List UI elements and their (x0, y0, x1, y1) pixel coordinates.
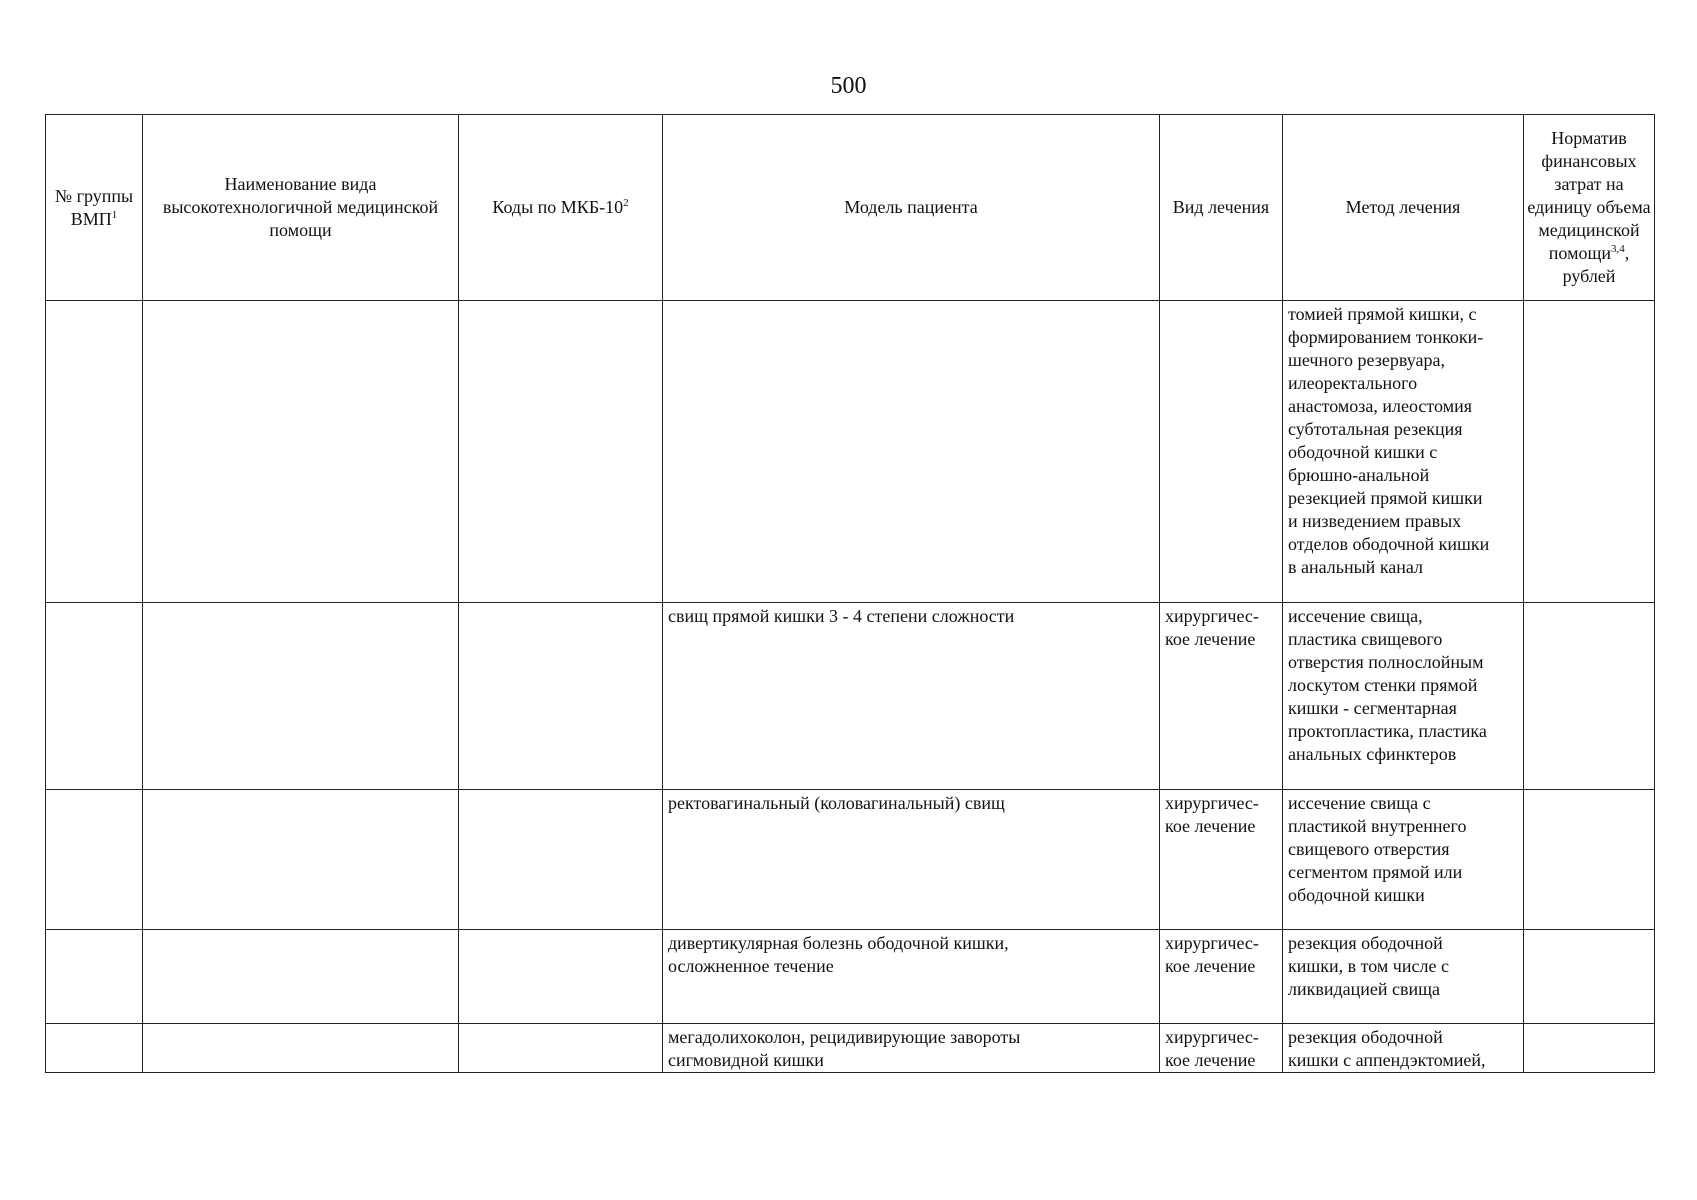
cell-model: свищ прямой кишки 3 - 4 степени сложности (663, 603, 1160, 790)
cell-codes (459, 1024, 663, 1073)
cell-model: ректовагинальный (коловагинальный) свищ (663, 790, 1160, 930)
cell-name (143, 790, 459, 930)
page-number: 500 (830, 73, 867, 99)
table-row (46, 1024, 1655, 1073)
header-name: Наименование вида высокотехнологичной медицинской помощи (143, 115, 459, 301)
cell-codes (459, 790, 663, 930)
header-cost: Норматив финансовых затрат на единицу объема медицинской помощи$^{3,4}$, рублей (1524, 115, 1655, 301)
cell-name (143, 603, 459, 790)
cell-treatment-type: хирургичес- кое лечение (1160, 1024, 1283, 1073)
cell-method: резекция ободочной кишки с аппендэктомией, (1283, 1024, 1524, 1073)
cell-model: мегадолихоколон, рецидивирующие завороты сигмовидной кишки (663, 1024, 1160, 1073)
cell-treatment-type: хирургичес- кое лечение (1160, 930, 1283, 1024)
header-model: Модель пациента (663, 115, 1160, 301)
cell-name (143, 301, 459, 603)
header-group-no: № группы ВМП$^1$ (46, 115, 143, 301)
cell-method: иссечение свища с пластикой внутреннего свищевого отверстия сегментом прямой или ободочной кишки (1283, 790, 1524, 930)
table-header-row (46, 115, 1655, 301)
cell-name (143, 930, 459, 1024)
cell-method: резекция ободочной кишки, в том числе с ликвидацией свища (1283, 930, 1524, 1024)
cell-treatment-type: хирургичес- кое лечение (1160, 790, 1283, 930)
cell-treatment-type (1160, 301, 1283, 603)
cell-group-no (46, 790, 143, 930)
cell-group-no (46, 930, 143, 1024)
cell-group-no (46, 603, 143, 790)
header-codes: Коды по МКБ-$10^2$ (459, 115, 663, 301)
table-row (46, 301, 1655, 603)
cell-group-no (46, 301, 143, 603)
cell-codes (459, 930, 663, 1024)
vmp-table (45, 114, 1655, 1073)
cell-name (143, 1024, 459, 1073)
header-treatment-type: Вид лечения (1160, 115, 1283, 301)
cell-model: дивертикулярная болезнь ободочной кишки, осложненное течение (663, 930, 1160, 1024)
cell-group-no (46, 1024, 143, 1073)
cell-cost (1524, 301, 1655, 603)
header-method: Метод лечения (1283, 115, 1524, 301)
cell-codes (459, 603, 663, 790)
cell-treatment-type: хирургичес- кое лечение (1160, 603, 1283, 790)
cell-cost (1524, 1024, 1655, 1073)
cell-model (663, 301, 1160, 603)
table-row (46, 603, 1655, 790)
cell-cost (1524, 790, 1655, 930)
cell-method: иссечение свища, пластика свищевого отверстия полнослойным лоскутом стенки прямой кишки - сегментарная проктопластика, пластика анальных сфинктеров (1283, 603, 1524, 790)
cell-codes (459, 301, 663, 603)
cell-cost (1524, 603, 1655, 790)
cell-cost (1524, 930, 1655, 1024)
table-row (46, 930, 1655, 1024)
cell-method: томией прямой кишки, с формированием тонкоки- шечного резервуара, илеоректального анастомоза, илеостомия субтотальная резекция ободочной кишки с брюшно-анальной резекцией прямой кишки и низведением правых отделов ободочной кишки в анальный канал (1283, 301, 1524, 603)
table-row (46, 790, 1655, 930)
